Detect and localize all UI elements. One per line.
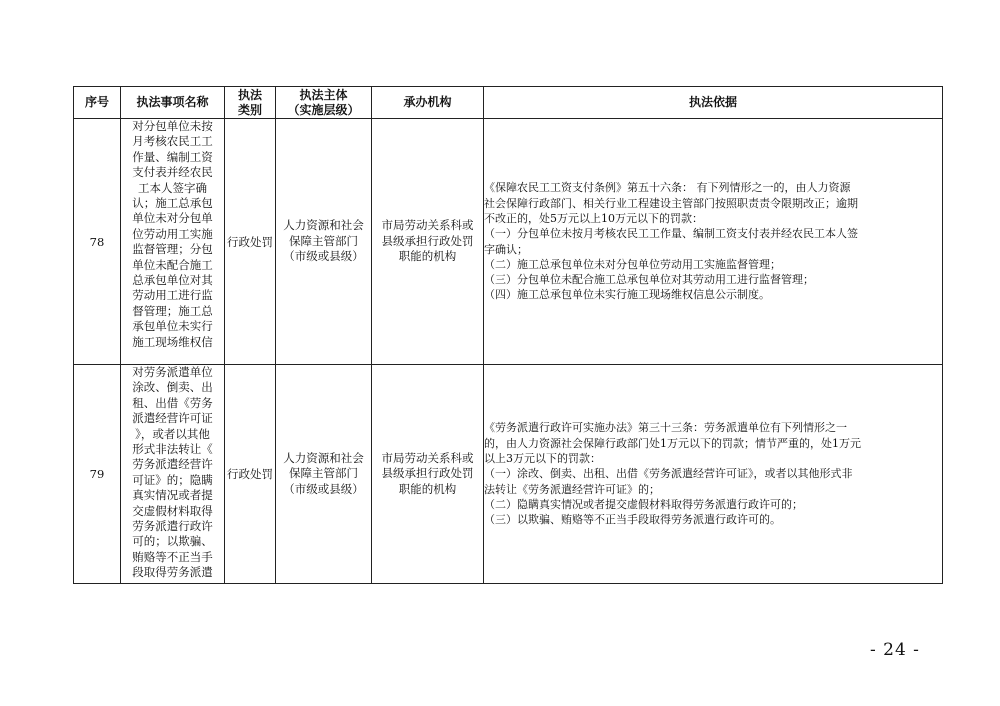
basis-line: （三）以欺骗、贿赂等不正当手段取得劳务派遣行政许可的。	[484, 513, 781, 527]
item-name-line: 租、出借《劳务	[132, 395, 213, 410]
basis-line: 《保障农民工工资支付条例》第五十六条： 有下列情形之一的，由人力资源	[484, 181, 851, 195]
item-name-line: 段取得劳务派遣	[132, 565, 213, 580]
item-name-line: 单位未对分包单	[132, 211, 213, 226]
header-subject-line: 执法主体	[299, 87, 348, 102]
row-organ	[372, 119, 484, 365]
subject-line: （市级或县级）	[283, 481, 364, 496]
row-seq: 79	[74, 365, 121, 584]
item-name-line: 涂改、倒卖、出	[132, 380, 213, 395]
row-subject	[276, 365, 372, 584]
basis-line: （一）涂改、倒卖、出租、出借《劳务派遣经营许可证》，或者以其他形式非	[484, 467, 853, 481]
basis-line: 的，由人力资源社会保障行政部门处1万元以下的罚款；情节严重的，处1万元	[484, 436, 861, 450]
basis-line: （二）施工总承包单位未对分包单位劳动用工实施监督管理；	[484, 257, 781, 271]
header-category-line: 类别	[237, 102, 262, 117]
subject-line: 人力资源和社会	[283, 218, 364, 233]
row-item-name	[121, 119, 225, 365]
row-seq: 78	[74, 119, 121, 365]
header-subject-line: （实施层级）	[287, 102, 360, 117]
organ-line: 县级承担行政处罚	[381, 466, 474, 481]
item-name-line: 单位未配合施工	[132, 257, 213, 272]
basis-line: （三）分包单位未配合施工总承包单位对其劳动用工进行监督管理；	[484, 273, 814, 287]
organ-line: 职能的机构	[398, 249, 457, 264]
basis-line: 不改正的，处5万元以上10万元以下的罚款：	[484, 211, 703, 225]
item-name-line: 劳务派遣经营许	[132, 457, 213, 472]
item-name-line: 派遣经营许可证	[132, 411, 213, 426]
organ-line: 市局劳动关系科或	[381, 218, 474, 233]
subject-line: 人力资源和社会	[283, 450, 364, 465]
basis-line: （一）分包单位未按月考核农民工工作量、编制工资支付表并经农民工本人签	[484, 227, 858, 241]
row-basis	[484, 365, 943, 584]
organ-line: 市局劳动关系科或	[381, 450, 474, 465]
item-name-line: 作量、编制工资	[132, 149, 213, 164]
item-name-line: 承包单位未实行	[132, 319, 213, 334]
basis-line: 法转让《劳务派遣经营许可证》的；	[484, 482, 660, 496]
row-subject	[276, 119, 372, 365]
header-row	[74, 87, 943, 119]
basis-line: （二）隐瞒真实情况或者提交虚假材料取得劳务派遣行政许可的；	[484, 497, 803, 511]
item-name-line: 劳动用工进行监	[132, 288, 213, 303]
item-name-line: 对分包单位未按	[132, 119, 213, 133]
organ-line: 县级承担行政处罚	[381, 233, 474, 248]
row-basis	[484, 119, 943, 365]
item-name-line: 可证》的；隐瞒	[132, 472, 213, 487]
header-subject	[276, 87, 372, 119]
table-row	[74, 119, 943, 365]
header-item-name: 执法事项名称	[121, 87, 225, 119]
row-item-name	[121, 365, 225, 584]
subject-line: 保障主管部门	[289, 466, 358, 481]
organ-line: 职能的机构	[398, 481, 457, 496]
basis-line: 《劳务派遣行政许可实施办法》第三十三条：劳务派遣单位有下列情形之一	[484, 421, 847, 435]
item-name-line: 位劳动用工实施	[132, 226, 213, 241]
item-name-line: 贿赂等不正当手	[132, 549, 213, 564]
page-number: - 24 -	[870, 640, 920, 660]
item-name-line: 》，或者以其他	[135, 426, 210, 441]
basis-line: 字确认；	[484, 242, 528, 256]
item-name-line: 工本人签字确	[138, 180, 207, 195]
item-name-line: 总承包单位对其	[132, 273, 213, 288]
basis-line: （四）施工总承包单位未实行施工现场维权信息公示制度。	[484, 288, 770, 302]
item-name-line: 形式非法转让《	[132, 442, 213, 457]
header-basis: 执法依据	[484, 87, 943, 119]
enforcement-table	[73, 86, 943, 584]
item-name-line: 支付表并经农民	[132, 165, 213, 180]
subject-line: 保障主管部门	[289, 233, 358, 248]
item-name-line: 监督管理；分包	[132, 242, 213, 257]
subject-line: （市级或县级）	[283, 249, 364, 264]
row-organ	[372, 365, 484, 584]
item-name-line: 对劳务派遣单位	[132, 365, 213, 379]
item-name-line: 交虚假材料取得	[132, 503, 213, 518]
header-category	[225, 87, 276, 119]
table-row	[74, 365, 943, 584]
header-seq: 序号	[74, 87, 121, 119]
item-name-line: 真实情况或者提	[132, 488, 213, 503]
basis-line: 以上3万元以下的罚款：	[484, 452, 601, 466]
item-name-line: 督管理；施工总	[132, 303, 213, 318]
row-category: 行政处罚	[225, 119, 276, 365]
header-category-line: 执法	[237, 87, 262, 102]
item-name-line: 可的；以欺骗、	[132, 534, 213, 549]
row-category: 行政处罚	[225, 365, 276, 584]
basis-line: 社会保障行政部门、相关行业工程建设主管部门按照职责责令限期改正；逾期	[484, 196, 858, 210]
item-name-line: 认；施工总承包	[132, 196, 213, 211]
header-organ: 承办机构	[372, 87, 484, 119]
item-name-line: 劳务派遣行政许	[132, 519, 213, 534]
item-name-line: 月考核农民工工	[132, 134, 213, 149]
item-name-line: 施工现场维权信	[132, 334, 213, 349]
